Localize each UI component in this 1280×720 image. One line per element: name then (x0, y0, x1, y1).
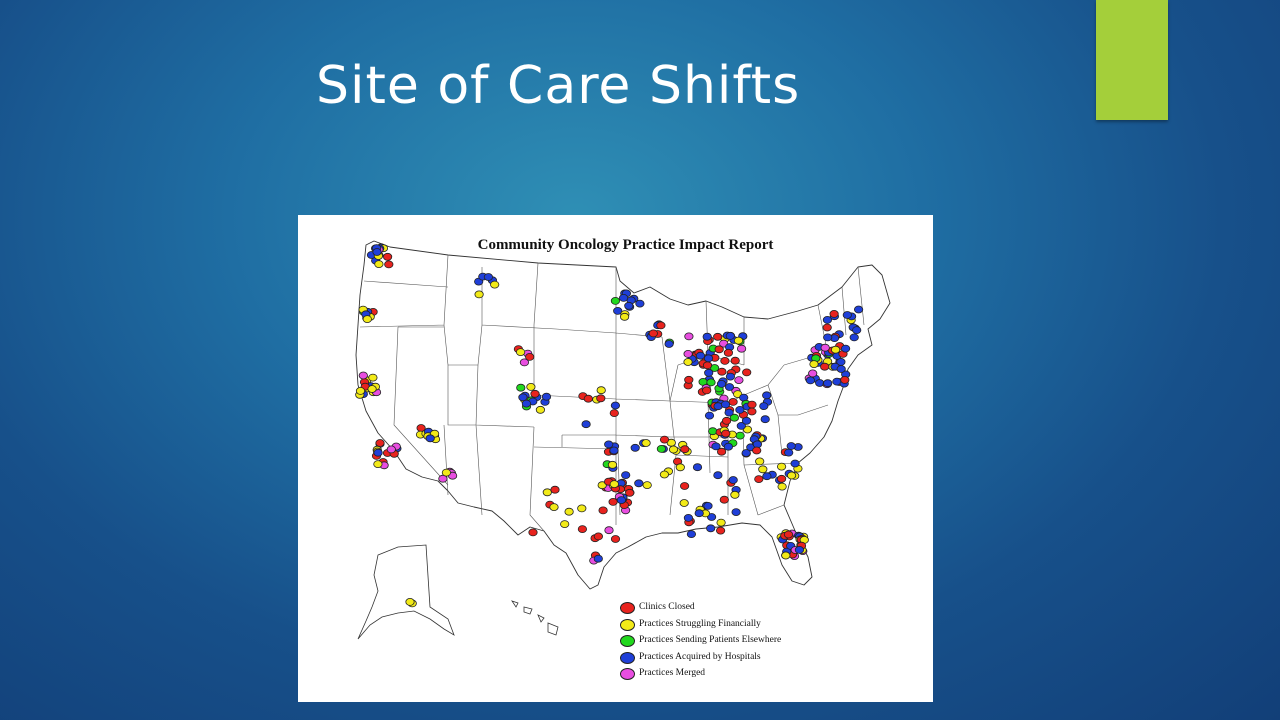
practice-marker (736, 432, 744, 439)
practice-marker (527, 383, 535, 390)
practice-marker (565, 508, 573, 515)
practice-marker (522, 400, 530, 407)
practice-marker (709, 428, 717, 435)
legend-swatch-green (620, 635, 635, 647)
practice-marker (475, 291, 483, 298)
practice-marker (823, 324, 831, 331)
practice-marker (517, 384, 525, 391)
accent-bar (1096, 0, 1168, 120)
practice-marker (611, 402, 619, 409)
legend-label: Clinics Closed (639, 602, 695, 612)
legend-swatch-yellow (620, 619, 635, 631)
practice-marker (722, 430, 730, 437)
practice-marker (680, 500, 688, 507)
practice-marker (760, 403, 768, 410)
practice-marker (550, 504, 558, 511)
practice-marker (531, 390, 539, 397)
slide-title: Site of Care Shifts (316, 56, 801, 116)
practice-marker (784, 531, 792, 538)
practice-marker (705, 369, 713, 376)
practice-marker (622, 472, 630, 479)
practice-marker (753, 447, 761, 454)
practice-marker (742, 417, 750, 424)
practice-marker (426, 435, 434, 442)
practice-marker (681, 446, 689, 453)
practice-marker (529, 529, 537, 536)
us-map (298, 215, 933, 702)
practice-marker (724, 443, 732, 450)
practice-marker (714, 472, 722, 479)
practice-marker (703, 333, 711, 340)
practice-marker (375, 261, 383, 268)
practice-marker (611, 536, 619, 543)
practice-marker (725, 409, 733, 416)
practice-marker (620, 313, 628, 320)
practice-marker (643, 482, 651, 489)
practice-marker (759, 466, 767, 473)
practice-marker (761, 416, 769, 423)
practice-marker (696, 352, 704, 359)
practice-marker (703, 362, 711, 369)
practice-marker (516, 349, 524, 356)
practice-marker (777, 475, 785, 482)
practice-markers (356, 244, 863, 607)
practice-marker (841, 345, 849, 352)
practice-marker (816, 380, 824, 387)
practice-marker (491, 281, 499, 288)
practice-marker (756, 458, 764, 465)
practice-marker (731, 491, 739, 498)
practice-marker (536, 406, 544, 413)
practice-marker (737, 345, 745, 352)
practice-marker (823, 316, 831, 323)
practice-marker (748, 401, 756, 408)
practice-marker (714, 333, 722, 340)
practice-marker (830, 310, 838, 317)
practice-marker (837, 366, 845, 373)
practice-marker (578, 526, 586, 533)
practice-marker (748, 408, 756, 415)
practice-marker (584, 395, 592, 402)
practice-marker (368, 386, 376, 393)
practice-marker (821, 363, 829, 370)
practice-marker (619, 294, 627, 301)
practice-marker (684, 350, 692, 357)
legend-label: Practices Sending Patients Elsewhere (639, 635, 782, 645)
practice-marker (721, 357, 729, 364)
practice-marker (716, 527, 724, 534)
practice-marker (526, 353, 534, 360)
practice-marker (729, 477, 737, 484)
practice-marker (734, 337, 742, 344)
practice-marker (605, 441, 613, 448)
practice-marker (657, 322, 665, 329)
practice-marker (387, 446, 395, 453)
alaska-outline (358, 545, 454, 639)
practice-marker (442, 469, 450, 476)
practice-marker (610, 481, 618, 488)
practice-marker (726, 332, 734, 339)
hawaii-islands (512, 601, 558, 635)
practice-marker (608, 461, 616, 468)
practice-marker (725, 384, 733, 391)
practice-marker (718, 368, 726, 375)
practice-marker (854, 306, 862, 313)
practice-marker (363, 316, 371, 323)
practice-marker (693, 464, 701, 471)
practice-marker (484, 274, 492, 281)
practice-marker (578, 505, 586, 512)
practice-marker (785, 449, 793, 456)
practice-marker (810, 361, 818, 368)
practice-marker (660, 471, 668, 478)
practice-marker (599, 507, 607, 514)
practice-marker (610, 410, 618, 417)
practice-marker (635, 480, 643, 487)
legend-swatch-red (620, 602, 635, 614)
practice-marker (406, 598, 414, 605)
practice-marker (731, 357, 739, 364)
practice-marker (735, 377, 743, 384)
practice-marker (597, 395, 605, 402)
practice-marker (383, 253, 391, 260)
practice-marker (609, 498, 617, 505)
practice-marker (684, 359, 692, 366)
practice-marker (687, 531, 695, 538)
practice-marker (385, 261, 393, 268)
practice-marker (763, 392, 771, 399)
practice-marker (684, 514, 692, 521)
practice-marker (707, 525, 715, 532)
practice-marker (732, 509, 740, 516)
practice-marker (724, 349, 732, 356)
practice-marker (359, 372, 367, 379)
practice-marker (660, 436, 668, 443)
practice-marker (704, 355, 712, 362)
practice-marker (625, 302, 633, 309)
legend-label: Practices Struggling Financially (639, 618, 761, 629)
practice-marker (809, 370, 817, 377)
practice-marker (726, 373, 734, 380)
practice-marker (705, 412, 713, 419)
practice-marker (720, 496, 728, 503)
practice-marker (680, 483, 688, 490)
practice-marker (778, 483, 786, 490)
practice-marker (717, 380, 725, 387)
practice-marker (642, 440, 650, 447)
practice-marker (695, 510, 703, 517)
practice-marker (611, 297, 619, 304)
practice-marker (561, 521, 569, 528)
practice-marker (376, 440, 384, 447)
practice-marker (742, 450, 750, 457)
legend-swatch-blue (620, 652, 635, 664)
practice-marker (843, 312, 851, 319)
practice-marker (850, 334, 858, 341)
practice-marker (685, 376, 693, 383)
practice-marker (763, 473, 771, 480)
practice-marker (717, 519, 725, 526)
legend-label: Practices Merged (639, 668, 706, 678)
practice-marker (755, 476, 763, 483)
practice-marker (704, 502, 712, 509)
practice-marker (669, 446, 677, 453)
practice-marker (795, 546, 803, 553)
legend-swatch-magenta (620, 668, 635, 680)
practice-marker (841, 376, 849, 383)
map-figure (298, 215, 933, 702)
practice-marker (636, 300, 644, 307)
practice-marker (743, 369, 751, 376)
map-title: Community Oncology Practice Impact Report (477, 237, 774, 253)
practice-marker (777, 463, 785, 470)
practice-marker (665, 341, 673, 348)
practice-marker (657, 445, 665, 452)
practice-marker (787, 443, 795, 450)
practice-marker (712, 443, 720, 450)
practice-marker (782, 552, 790, 559)
practice-marker (610, 447, 618, 454)
practice-marker (685, 333, 693, 340)
practice-marker (542, 393, 550, 400)
practice-marker (715, 346, 723, 353)
practice-marker (374, 461, 382, 468)
practice-marker (821, 344, 829, 351)
practice-marker (824, 334, 832, 341)
practice-marker (729, 398, 737, 405)
practice-marker (374, 449, 382, 456)
practice-marker (594, 533, 602, 540)
practice-marker (722, 417, 730, 424)
practice-marker (543, 489, 551, 496)
practice-marker (597, 387, 605, 394)
practice-marker (594, 555, 602, 562)
practice-marker (806, 377, 814, 384)
practice-marker (853, 327, 861, 334)
practice-marker (631, 444, 639, 451)
practice-marker (617, 497, 625, 504)
practice-marker (582, 421, 590, 428)
practice-marker (356, 387, 364, 394)
practice-marker (649, 330, 657, 337)
practice-marker (676, 464, 684, 471)
practice-marker (824, 380, 832, 387)
legend-label: Practices Acquired by Hospitals (639, 651, 761, 662)
practice-marker (831, 346, 839, 353)
practice-marker (721, 401, 729, 408)
practice-marker (787, 472, 795, 479)
practice-marker (369, 374, 377, 381)
practice-marker (626, 489, 634, 496)
practice-marker (791, 460, 799, 467)
practice-marker (605, 527, 613, 534)
practice-marker (551, 486, 559, 493)
practice-marker (703, 387, 711, 394)
